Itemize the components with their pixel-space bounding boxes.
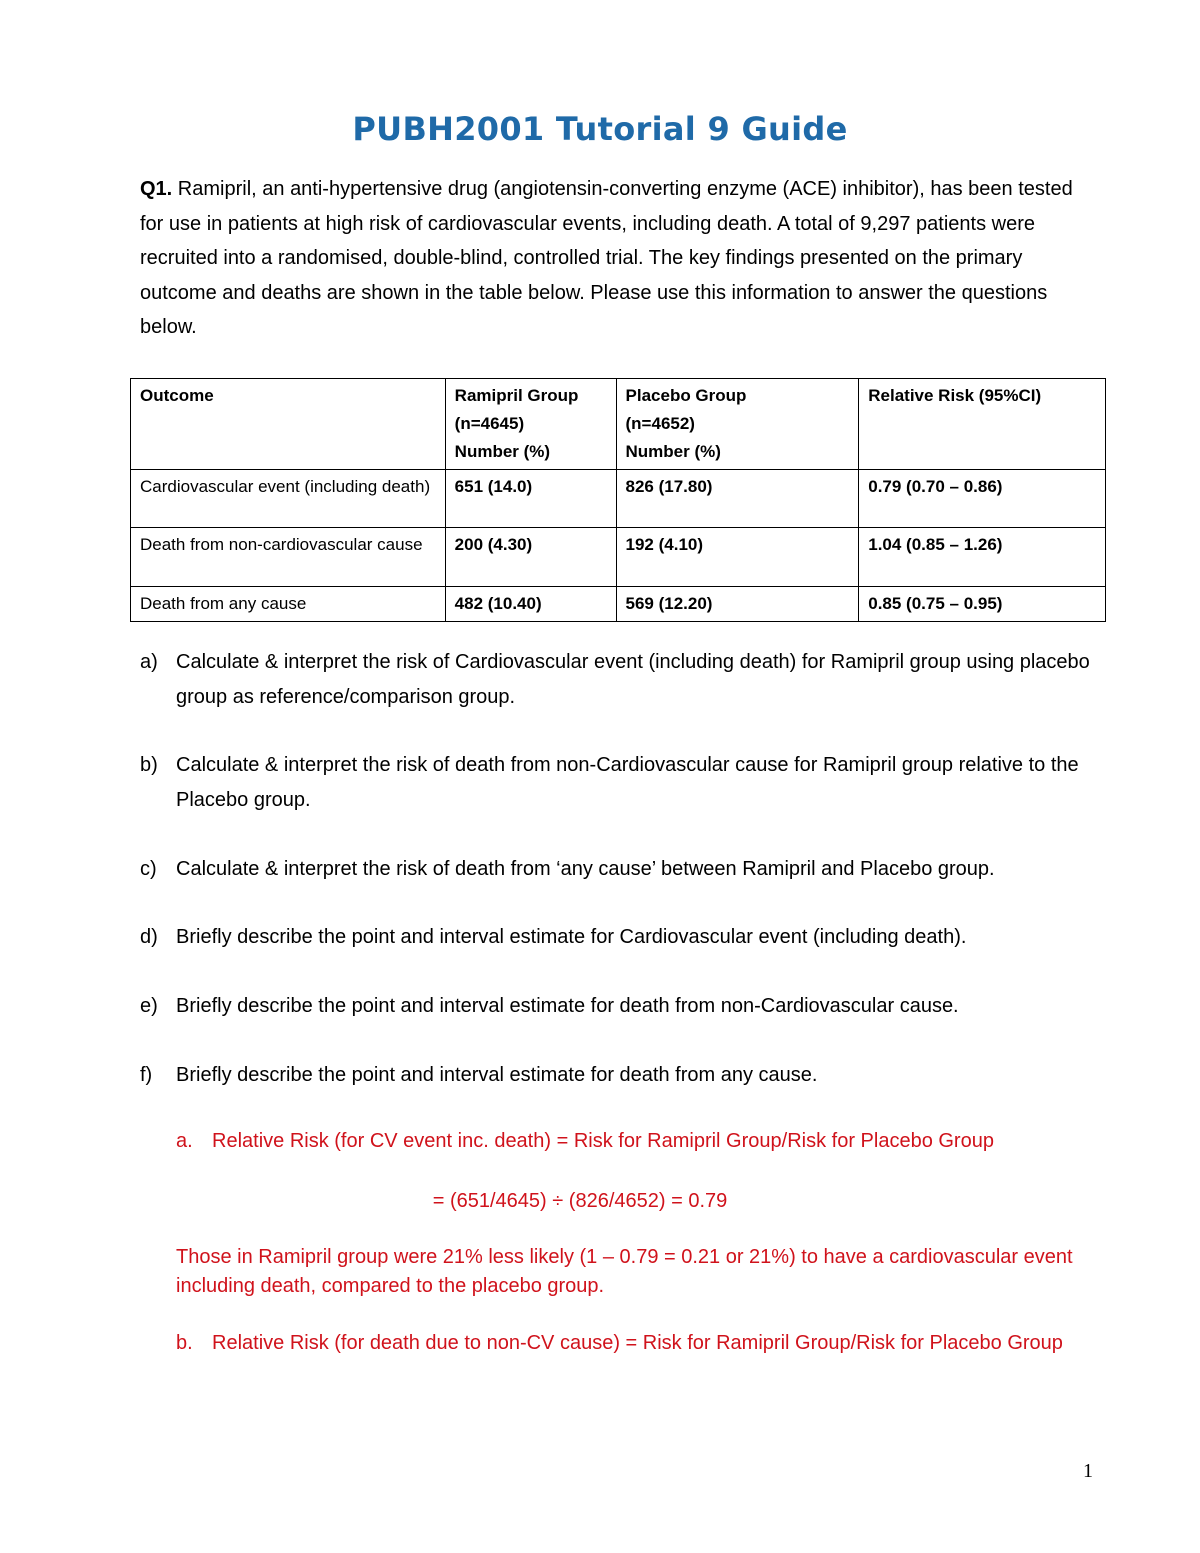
answer-text: Relative Risk (for CV event inc. death) = Risk for Ramipril Group/Risk for Placebo Group <box>212 1130 994 1152</box>
answer-a <box>176 1127 1076 1156</box>
table-cell: 826 (17.80) <box>616 470 859 528</box>
question-text: Briefly describe the point and interval estimate for death from non-Cardiovascular cause. <box>176 995 959 1017</box>
table-cell: 0.85 (0.75 – 0.95) <box>859 587 1106 622</box>
table-header-cell: Ramipril Group (n=4645) Number (%) <box>445 379 616 470</box>
table-cell: 192 (4.10) <box>616 528 859 587</box>
table-cell: 0.79 (0.70 – 0.86) <box>859 470 1106 528</box>
table-cell: 569 (12.20) <box>616 587 859 622</box>
intro-text: Ramipril, an anti-hypertensive drug (angiotensin-converting enzyme (ACE) inhibitor), has been tested for use in patients at high risk of cardiovascular events, including death. A total of 9,297 patients were recruited into a randomised, double-blind, controlled trial. The key findings presented on the primary outcome and deaths are shown in the table below. Please use this information to answer the questions below. <box>140 178 1073 338</box>
answer-b <box>176 1329 1076 1358</box>
table-header-cell: Outcome <box>131 379 446 470</box>
question-label: b) <box>140 754 158 776</box>
table-cell: 200 (4.30) <box>445 528 616 587</box>
question-b <box>140 748 1100 817</box>
question-f <box>140 1058 1100 1093</box>
question-label: a) <box>140 651 158 673</box>
question-text: Briefly describe the point and interval estimate for Cardiovascular event (including death). <box>176 926 967 948</box>
table-cell: 482 (10.40) <box>445 587 616 622</box>
question-d <box>140 920 1100 955</box>
answer-label: b. <box>176 1332 193 1354</box>
answer-a-equation: = (651/4645) ÷ (826/4652) = 0.79 <box>432 1190 728 1212</box>
answer-a-conclusion: Those in Ramipril group were 21% less likely (1 – 0.79 = 0.21 or 21%) to have a cardiovascular event including death, compared to the placebo group. <box>176 1246 1073 1297</box>
question-c <box>140 852 1100 887</box>
table-cell: Death from any cause <box>131 587 446 622</box>
question-label: c) <box>140 858 157 880</box>
question-a <box>140 645 1100 714</box>
question-label: Q1. <box>140 178 173 200</box>
results-table <box>130 378 1106 622</box>
question-text: Calculate & interpret the risk of death from ‘any cause’ between Ramipril and Placebo group. <box>176 858 995 880</box>
table-cell: Cardiovascular event (including death) <box>131 470 446 528</box>
question-text: Calculate & interpret the risk of death from non-Cardiovascular cause for Ramipril group relative to the Placebo group. <box>176 754 1079 811</box>
question-label: e) <box>140 995 158 1017</box>
table-cell: 1.04 (0.85 – 1.26) <box>859 528 1106 587</box>
question-label: f) <box>140 1064 153 1086</box>
table-cell: 651 (14.0) <box>445 470 616 528</box>
answer-label: a. <box>176 1130 193 1152</box>
page-title: PUBH2001 Tutorial 9 Guide <box>352 110 848 148</box>
question-label: d) <box>140 926 158 948</box>
table-row <box>131 528 1106 587</box>
table-row <box>131 587 1106 622</box>
table-header-row <box>131 379 1106 470</box>
table-header-cell: Placebo Group (n=4652) Number (%) <box>616 379 859 470</box>
question-e <box>140 989 1100 1024</box>
table-row <box>131 470 1106 528</box>
table-header-cell: Relative Risk (95%CI) <box>859 379 1106 470</box>
question-text: Calculate & interpret the risk of Cardiovascular event (including death) for Ramipril group using placebo group as reference/comparison group. <box>176 651 1090 708</box>
page-number: 1 <box>1083 1460 1093 1482</box>
question-text: Briefly describe the point and interval estimate for death from any cause. <box>176 1064 818 1086</box>
answer-text: Relative Risk (for death due to non-CV cause) = Risk for Ramipril Group/Risk for Placebo Group <box>212 1332 1063 1354</box>
table-cell: Death from non-cardiovascular cause <box>131 528 446 587</box>
intro-paragraph <box>140 172 1100 345</box>
